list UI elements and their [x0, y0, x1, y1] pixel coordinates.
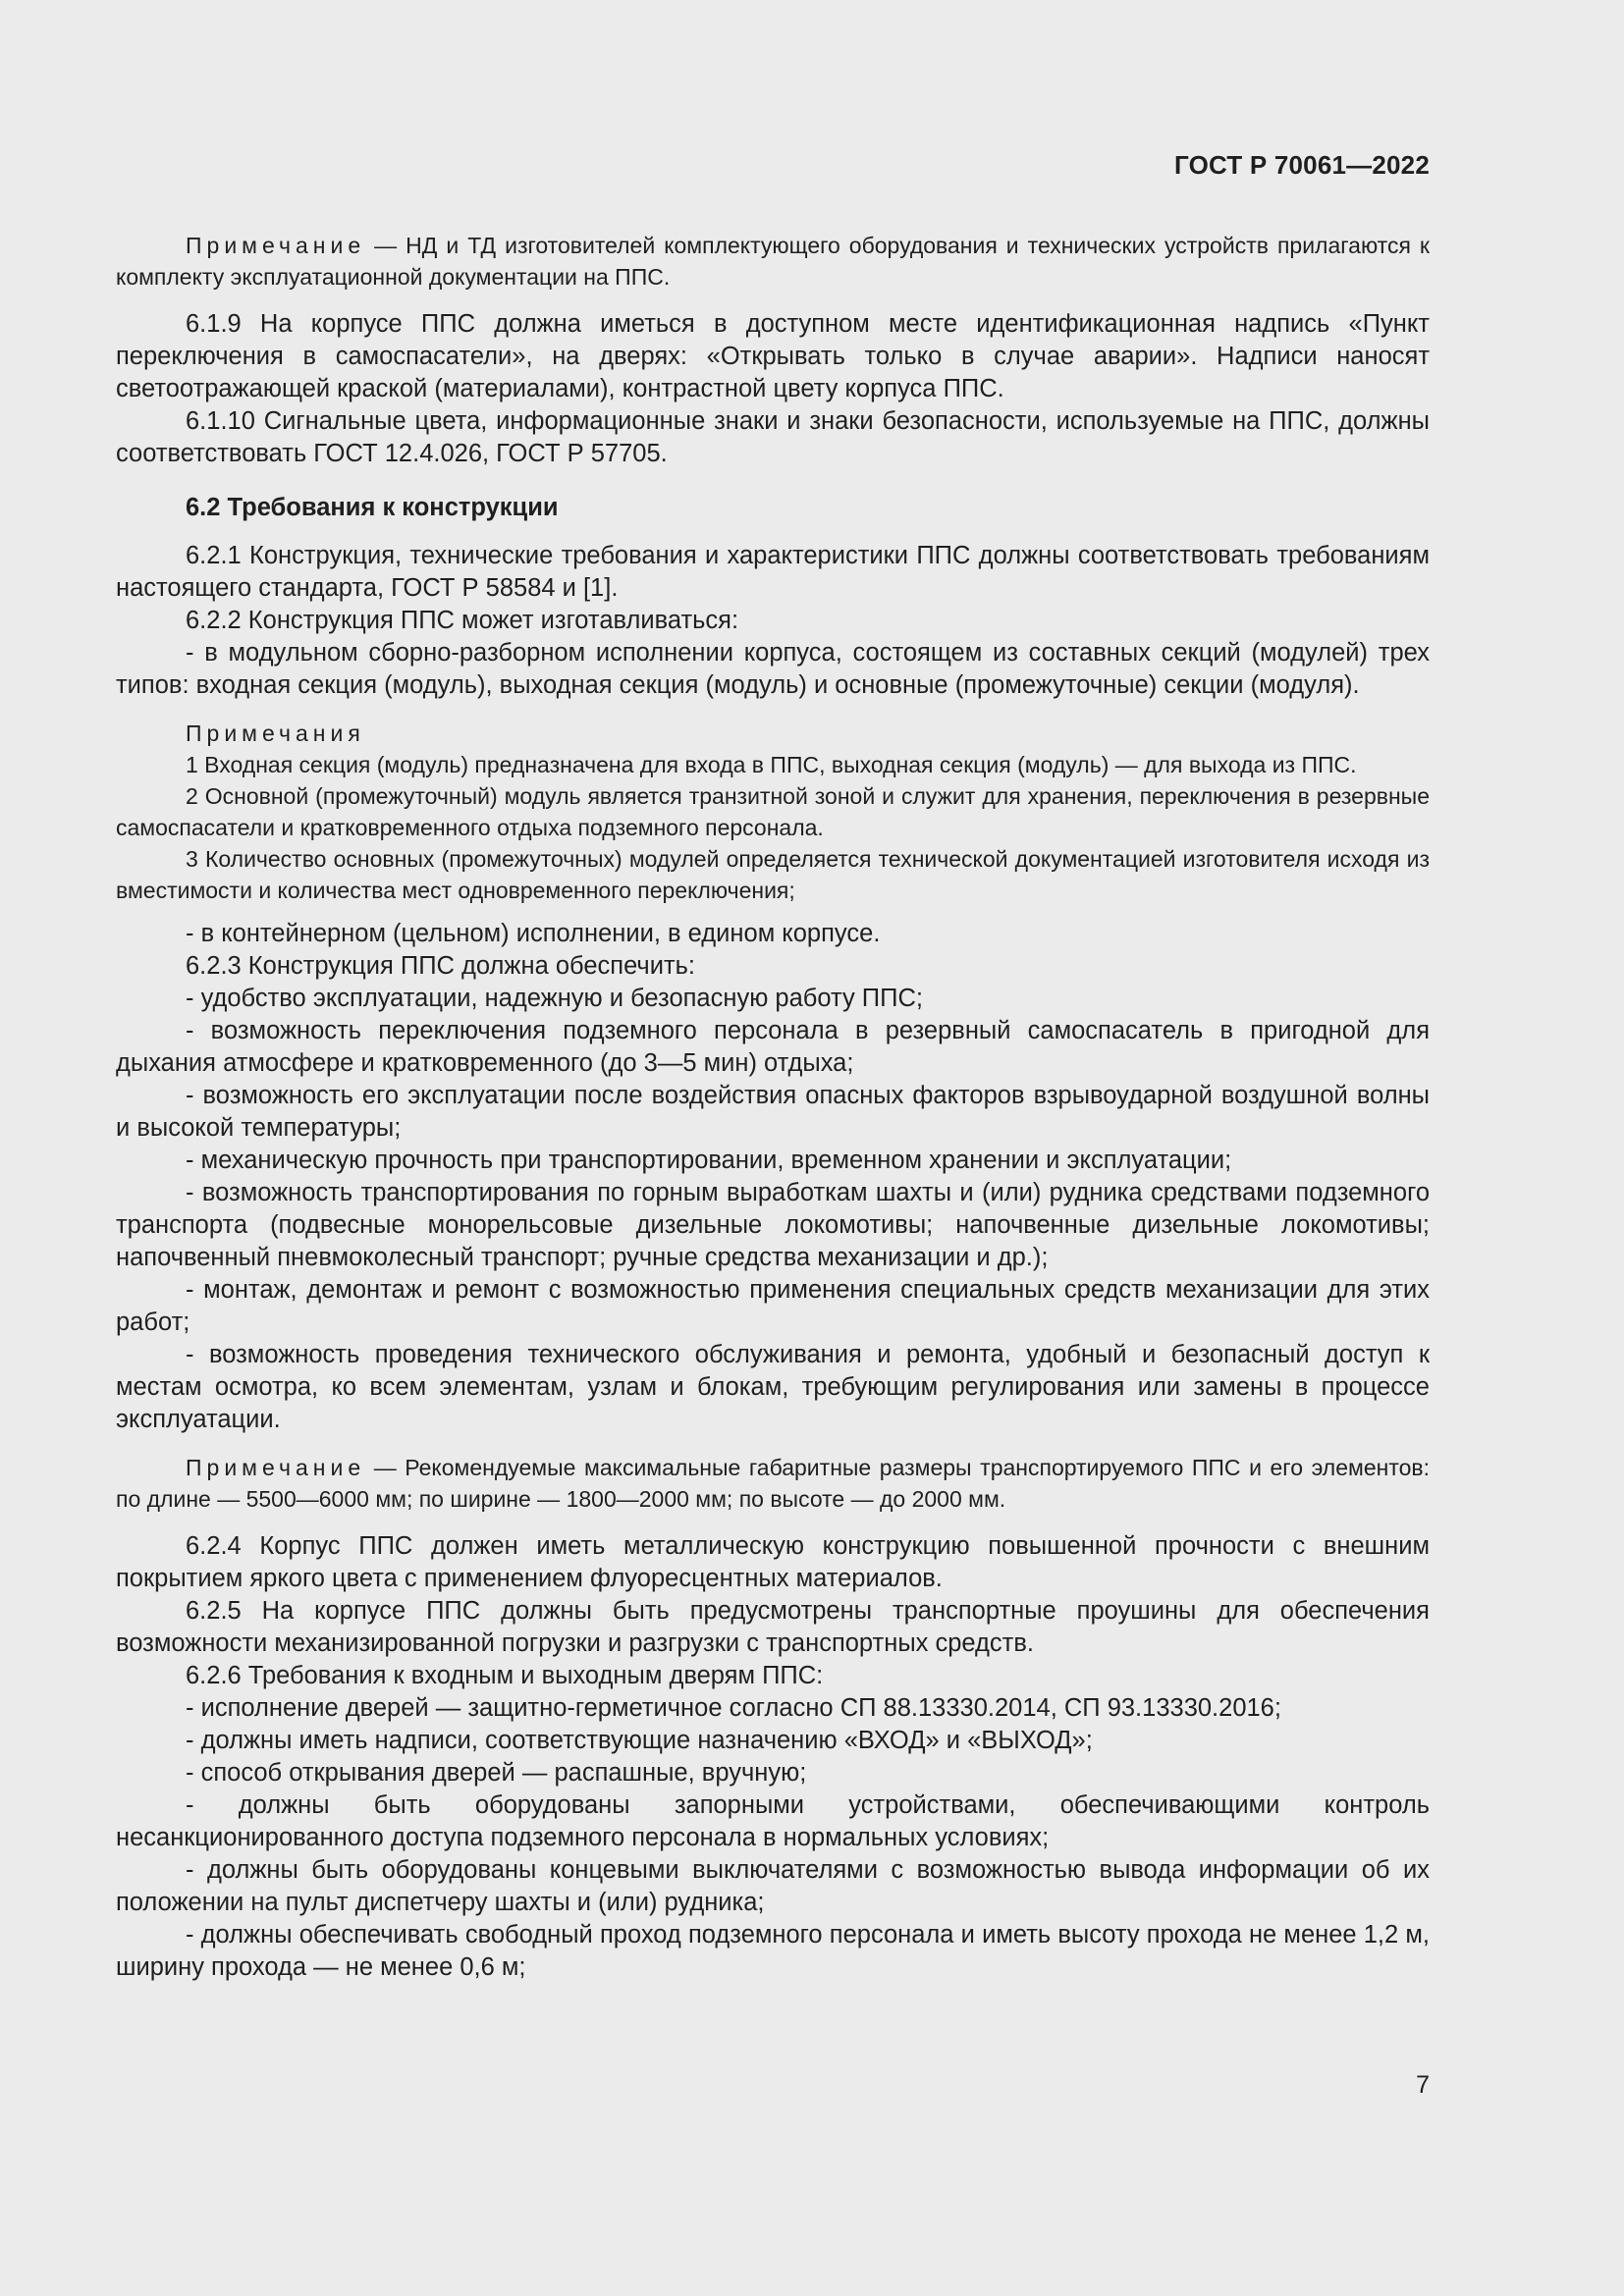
- list-item: - способ открывания дверей — распашные, вручную;: [186, 1759, 807, 1787]
- paragraph-6-2-6: 6.2.6 Требования к входным и выходным дверям ППС:: [186, 1662, 824, 1689]
- list-item: - исполнение дверей — защитно-герметичное согласно СП 88.13330.2014, СП 93.13330.2016;: [186, 1694, 1281, 1722]
- list-item: - должны быть оборудованы концевыми выключателями с возможностью вывода информации об их положении на пульт диспетчеру шахты и (или) рудника;: [116, 1856, 1430, 1916]
- note-item-3: 3 Количество основных (промежуточных) модулей определяется технической документацией изготовителя исходя из вместимости и количества мест одновременного переключения;: [116, 846, 1430, 903]
- list-item: - должны обеспечивать свободный проход подземного персонала и иметь высоту прохода не менее 1,2 м, ширину прохода — не менее 0,6 м;: [116, 1921, 1430, 1981]
- note-text: — НД и ТД изготовителей комплектующего оборудования и технических устройств прилагаются к комплекту эксплуатационной документации на ППС.: [116, 233, 1430, 290]
- list-item: - монтаж, демонтаж и ремонт с возможностью применения специальных средств механизации для этих работ;: [116, 1276, 1430, 1336]
- page-number: 7: [1416, 2071, 1430, 2099]
- note-text: — Рекомендуемые максимальные габаритные размеры транспортируемого ППС и его элементов: по длине — 5500—6000 мм; по ширине — 1800—2000 мм; по высоте — до 2000 мм.: [116, 1455, 1430, 1512]
- paragraph-6-2-2-container: - в контейнерном (цельном) исполнении, в едином корпусе.: [186, 920, 881, 947]
- list-item: - возможность транспортирования по горным выработкам шахты и (или) рудника средствами подземного транспорта (подвесные монорельсовые дизельные локомотивы; напочвенные дизельные локомотивы; напочвенный пневмоколесный транспорт; ручные средства механизации и др.);: [116, 1179, 1430, 1271]
- list-item: - механическую прочность при транспортировании, временном хранении и эксплуатации;: [186, 1147, 1232, 1174]
- paragraph-6-2-4: 6.2.4 Корпус ППС должен иметь металлическую конструкцию повышенной прочности с внешним покрытием яркого цвета с применением флуоресцентных материалов.: [116, 1532, 1430, 1592]
- document-page: [116, 145, 1430, 1984]
- document-header: ГОСТ Р 70061—2022: [1174, 150, 1430, 180]
- paragraph-6-2-1: 6.2.1 Конструкция, технические требования и характеристики ППС должны соответствовать требованиям настоящего стандарта, ГОСТ Р 58584 и [1].: [116, 542, 1430, 602]
- list-item: - возможность его эксплуатации после воздействия опасных факторов взрывоударной воздушной волны и высокой температуры;: [116, 1082, 1430, 1142]
- note-item-1: 1 Входная секция (модуль) предназначена для входа в ППС, выходная секция (модуль) — для выхода из ППС.: [186, 752, 1357, 777]
- list-item: - должны иметь надписи, соответствующие назначению «ВХОД» и «ВЫХОД»;: [186, 1727, 1093, 1754]
- note-item-2: 2 Основной (промежуточный) модуль является транзитной зоной и служит для хранения, переключения в резервные самоспасатели и кратковременного отдыха подземного персонала.: [116, 783, 1430, 840]
- note-label: Примечание: [186, 233, 366, 258]
- paragraph-6-2-5: 6.2.5 На корпусе ППС должны быть предусмотрены транспортные проушины для обеспечения возможности механизированной погрузки и разгрузки с транспортных средств.: [116, 1597, 1430, 1657]
- paragraph-6-1-10: 6.1.10 Сигнальные цвета, информационные знаки и знаки безопасности, используемые на ППС, должны соответствовать ГОСТ 12.4.026, ГОСТ Р 57705.: [116, 407, 1430, 467]
- note-label: Примечание: [186, 1455, 366, 1480]
- paragraph-6-1-9: 6.1.9 На корпусе ППС должна иметься в доступном месте идентификационная надпись «Пункт переключения в самоспасатели», на дверях: «Открывать только в случае аварии». Надписи наносят светоотражающей краской (материалами), контрастной цвету корпуса ППС.: [116, 310, 1430, 402]
- paragraph-6-2-2: 6.2.2 Конструкция ППС может изготавливаться:: [186, 607, 739, 634]
- paragraph-6-2-3: 6.2.3 Конструкция ППС должна обеспечить:: [186, 952, 695, 980]
- list-item: - должны быть оборудованы запорными устройствами, обеспечивающими контроль несанкционированного доступа подземного персонала в нормальных условиях;: [116, 1791, 1430, 1851]
- notes-label: [116, 718, 1430, 749]
- list-item: - удобство эксплуатации, надежную и безопасную работу ППС;: [186, 985, 923, 1012]
- list-item: - возможность проведения технического обслуживания и ремонта, удобный и безопасный доступ к местам осмотра, ко всем элементам, узлам и блокам, требующим регулирования или замены в процессе эксплуатации.: [116, 1341, 1430, 1433]
- notes-label-text: Примечания: [186, 721, 365, 746]
- section-heading-6-2: 6.2 Требования к конструкции: [186, 494, 559, 521]
- list-item: - возможность переключения подземного персонала в резервный самоспасатель в пригодной для дыхания атмосфере и кратковременного (до 3—5 мин) отдыха;: [116, 1017, 1430, 1077]
- note-6-1: [116, 230, 1430, 293]
- paragraph-6-2-2-modular: - в модульном сборно-разборном исполнении корпуса, состоящем из составных секций (модулей) трех типов: входная секция (модуль), выходная секция (модуль) и основные (промежуточные) секции (модуля).: [116, 639, 1430, 699]
- note-dimensions: [116, 1452, 1430, 1515]
